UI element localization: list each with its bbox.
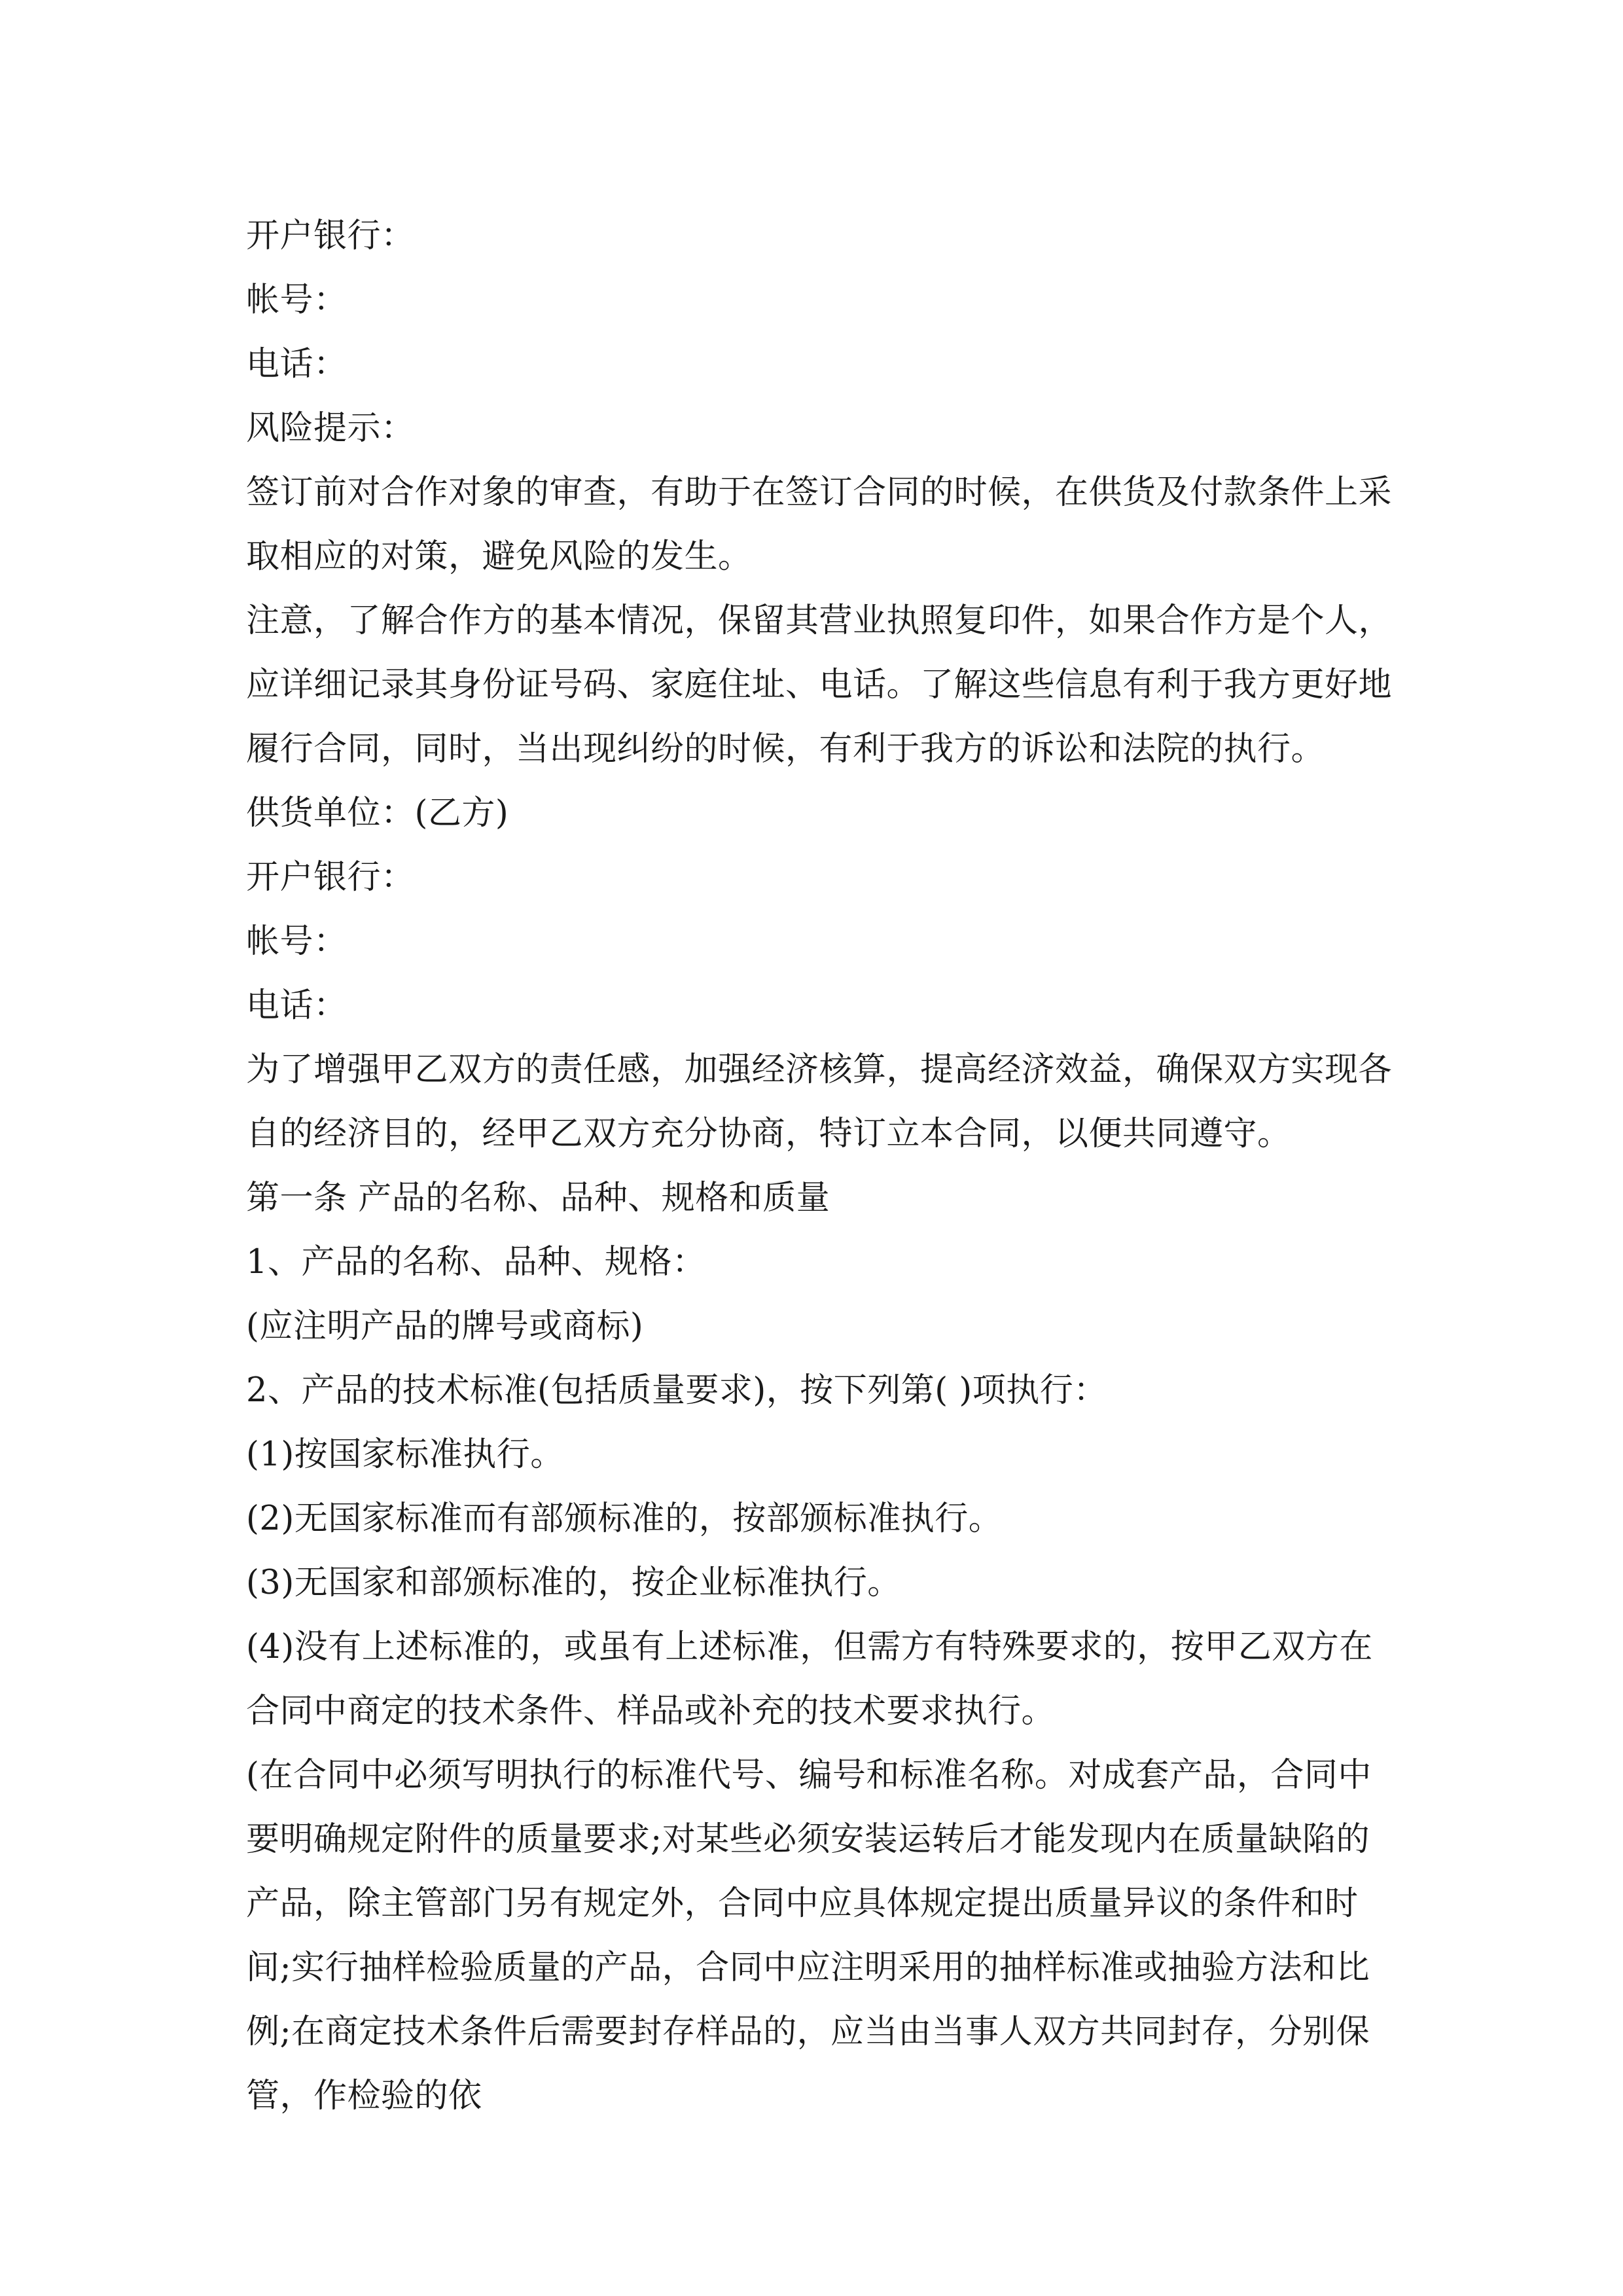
paragraph-phone-b: 电话： <box>246 986 348 1025</box>
paragraph-account-b: 帐号： <box>246 922 348 961</box>
document-body <box>246 204 1398 2128</box>
paragraph-article-1-heading: 第一条 产品的名称、品种、规格和质量 <box>246 1179 830 1217</box>
paragraph-risk-notice: 注意，了解合作方的基本情况，保留其营业执照复印件，如果合作方是个人，应详细记录其身份证号码、家庭住址、电话。了解这些信息有利于我方更好地履行合同，同时，当出现纠纷的时候，有利于我方的诉讼和法院的执行。 <box>246 601 1393 768</box>
paragraph-risk-heading: 风险提示： <box>246 409 415 448</box>
paragraph-phone-a: 电话： <box>246 345 348 384</box>
paragraph-supplier: 供货单位：(乙方) <box>246 794 509 833</box>
paragraph-account-a: 帐号： <box>246 281 348 319</box>
paragraph-standards-note: (在合同中必须写明执行的标准代号、编号和标准名称。对成套产品，合同中要明确规定附件的质量要求;对某些必须安装运转后才能发现内在质量缺陷的产品，除主管部门另有规定外，合同中应具体规定提出质量异议的条件和时间;实行抽样检验质量的产品，合同中应注明采用的抽样标准或抽验方法和比例;在商定技术条件后需要封存样品的，应当由当事人双方共同封存，分别保管，作检验的依 <box>246 1756 1372 2115</box>
paragraph-option-3: (3)无国家和部颁标准的，按企业标准执行。 <box>246 1564 901 1602</box>
paragraph-item-2: 2、产品的技术标准(包括质量要求)，按下列第( )项执行： <box>246 1371 1107 1410</box>
paragraph-option-4: (4)没有上述标准的，或虽有上述标准，但需方有特殊要求的，按甲乙双方在合同中商定的技术条件、样品或补充的技术要求执行。 <box>246 1628 1373 1731</box>
paragraph-option-1: (1)按国家标准执行。 <box>246 1435 564 1474</box>
paragraph-item-1: 1、产品的名称、品种、规格： <box>246 1243 706 1282</box>
paragraph-bank-b: 开户银行： <box>246 858 415 897</box>
paragraph-item-1-note: (应注明产品的牌号或商标) <box>246 1307 644 1346</box>
paragraph-option-2: (2)无国家标准而有部颁标准的，按部颁标准执行。 <box>246 1499 1003 1538</box>
paragraph-risk-review: 签订前对合作对象的审查，有助于在签订合同的时候，在供货及付款条件上采取相应的对策，避免风险的发生。 <box>246 473 1393 576</box>
paragraph-preamble: 为了增强甲乙双方的责任感，加强经济核算，提高经济效益，确保双方实现各自的经济目的，经甲乙双方充分协商，特订立本合同，以便共同遵守。 <box>246 1050 1393 1153</box>
paragraph-bank-a: 开户银行： <box>246 217 415 255</box>
